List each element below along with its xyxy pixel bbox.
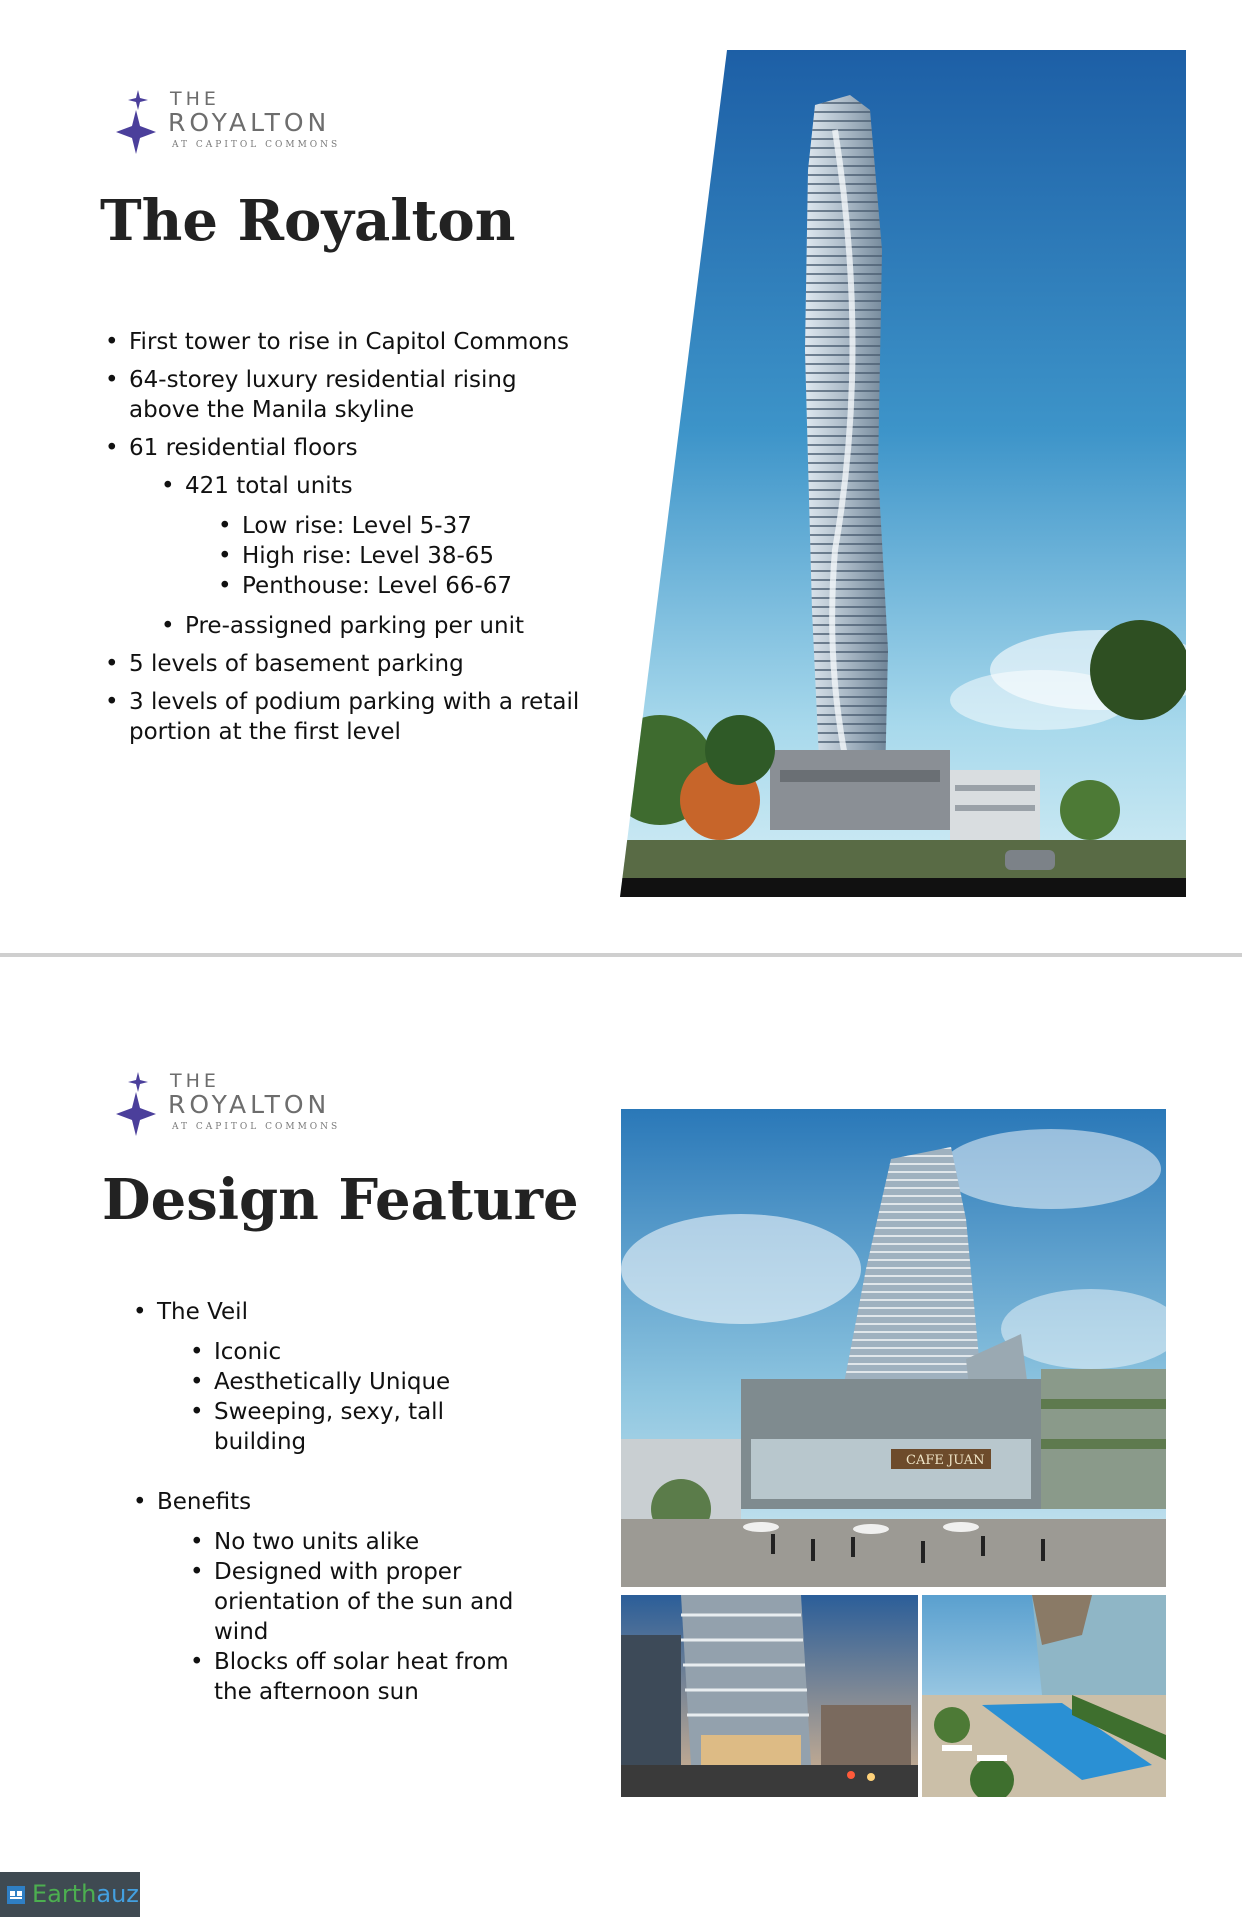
- royalton-logo: [110, 88, 360, 158]
- star-logo-icon: [110, 88, 162, 158]
- tower-podium-rendering-image: [621, 1109, 1166, 1587]
- list-item: • Iconic: [214, 1337, 557, 1367]
- cafe-sign-text: CAFE JUAN: [906, 1453, 985, 1468]
- list-item: • 61 residential floors: [129, 433, 609, 463]
- list-item: • Designed with proper orientation of the sun and wind: [214, 1557, 544, 1647]
- list-item: • The Veil: [157, 1297, 557, 1327]
- list-item: • 64-storey luxury residential rising above the Manila skyline: [129, 365, 559, 425]
- list-item: • High rise: Level 38-65: [242, 541, 609, 571]
- logo-the: THE: [170, 88, 220, 110]
- list-item: • Low rise: Level 5-37: [242, 511, 609, 541]
- logo-brand: ROYALTON: [168, 1090, 331, 1119]
- slide-design-feature: [0, 957, 1242, 1917]
- feature-list: [129, 327, 609, 747]
- tower-rendering-image: [620, 50, 1186, 897]
- list-item: • Aesthetically Unique: [214, 1367, 557, 1397]
- list-item: • First tower to rise in Capitol Commons: [129, 327, 609, 357]
- slide-title: The Royalton: [100, 188, 516, 254]
- house-logo-icon: [6, 1885, 26, 1905]
- logo-the: THE: [170, 1070, 220, 1092]
- list-item: • 421 total units: [185, 471, 609, 501]
- slide-the-royalton: [0, 0, 1242, 953]
- royalton-logo: [110, 1070, 360, 1140]
- watermark-text-part2: auz: [96, 1880, 139, 1908]
- logo-subtitle: AT CAPITOL COMMONS: [172, 140, 341, 150]
- list-item: • Benefits: [157, 1487, 557, 1517]
- list-item: • 5 levels of basement parking: [129, 649, 609, 679]
- list-item: • No two units alike: [214, 1527, 557, 1557]
- list-item: • Sweeping, sexy, tall building: [214, 1397, 474, 1457]
- watermark-text-part1: Earth: [32, 1880, 97, 1908]
- street-view-rendering-image: [621, 1595, 918, 1797]
- logo-subtitle: AT CAPITOL COMMONS: [172, 1122, 341, 1132]
- star-logo-icon: [110, 1070, 162, 1140]
- slide-title: Design Feature: [102, 1167, 579, 1233]
- list-item: • Pre-assigned parking per unit: [185, 611, 609, 641]
- logo-brand: ROYALTON: [168, 108, 331, 137]
- list-item: • Blocks off solar heat from the afternoon sun: [214, 1647, 544, 1707]
- earthauz-watermark: [0, 1872, 140, 1917]
- feature-list: [157, 1297, 557, 1707]
- pool-deck-rendering-image: [922, 1595, 1166, 1797]
- list-item: • 3 levels of podium parking with a retail portion at the first level: [129, 687, 609, 747]
- watermark-text: [32, 1880, 139, 1908]
- list-item: • Penthouse: Level 66-67: [242, 571, 609, 601]
